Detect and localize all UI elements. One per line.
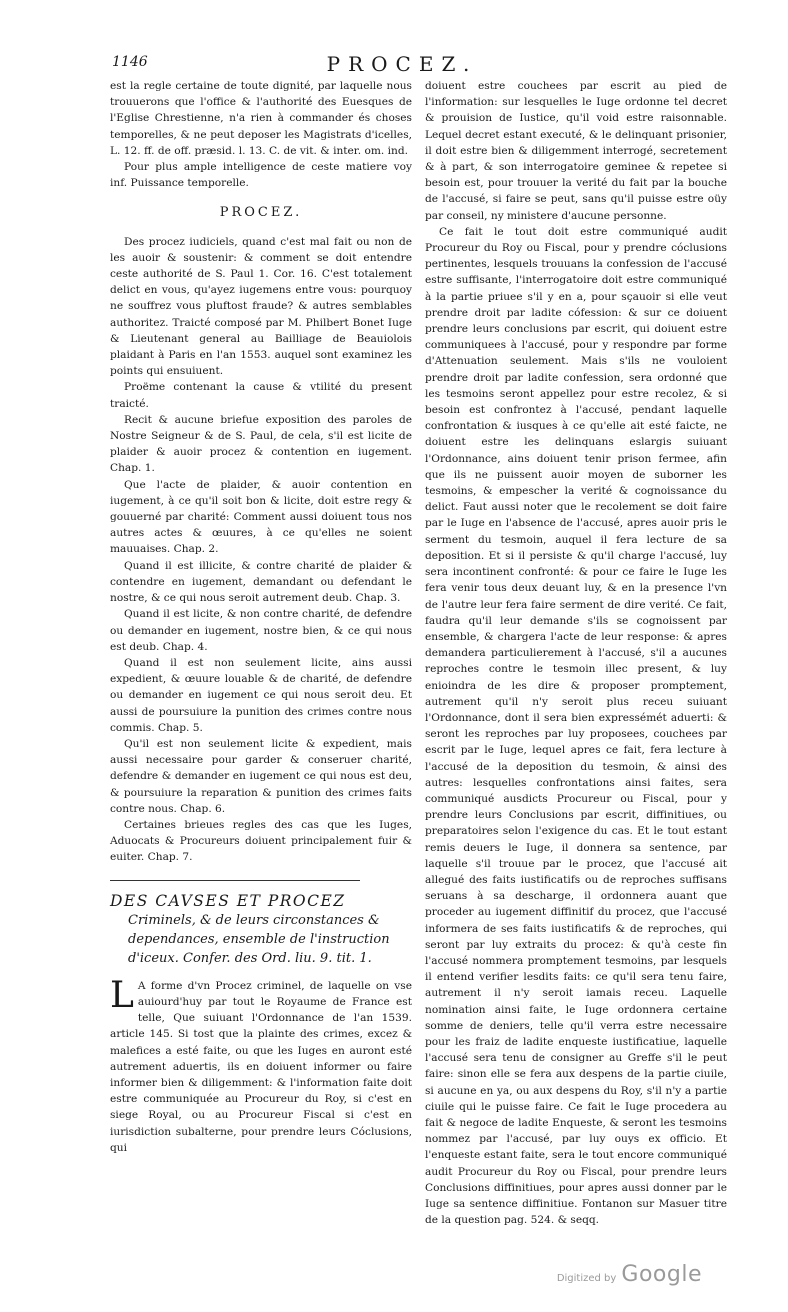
digitized-watermark <box>557 1262 702 1287</box>
page-number: 1146 <box>112 54 148 70</box>
left-column <box>110 78 412 1156</box>
digitized-label: Digitized by <box>556 1273 617 1284</box>
google-logo: Google <box>621 1262 702 1287</box>
paragraph: Quand il est illicite, & contre charité de plaider & contendre en iugement, demandant ou defendant le nostre, & ce qui nous seroit autrement deub. Chap. 3. <box>110 559 412 605</box>
drop-cap: L <box>110 974 134 1016</box>
paragraph: Des procez iudiciels, quand c'est mal fait ou non de les auoir & soustenir: & comment se doit entendre ceste authorité de S. Paul 1. Cor. 16. C'est totalement delict en vous, qu'ayez iugemens entre vous: pourquoy ne souffrez vous pluftost fraude? & autres semblables authoritez. Traicté composé par M. Philbert Bonet Iuge & Lieutenant general au Bailliage de Beauiolois plaidant à Paris en l'an 1553. auquel sont examinez les points qui ensuiuent. <box>110 235 412 378</box>
section-title: PROCEZ. <box>219 205 303 221</box>
page-header <box>112 52 692 78</box>
paragraph: doiuent estre couchees par escrit au pied de l'information: sur lesquelles le Iuge ordonne tel decret & prouision de Iustice, qu'il void estre raisonnable. Lequel decret estant executé, & le delinquant prisonier, il doit estre bien & diligemment interrogé, secretement & à part, & son interrogatoire geminee & repetee si besoin est, pour trouuer la verité du fait par la bouche de l'accusé, si faire se peut, sans qu'il puisse estre oüy par conseil, ny ministere d'aucune personne. <box>425 80 727 222</box>
chapter-heading: DES CAVSES ET PROCEZ <box>110 891 346 910</box>
paragraph: Quand il est licite, & non contre charité, de defendre ou demander en iugement, nostre bien, & ce qui nous est deub. Chap. 4. <box>110 608 412 653</box>
paragraph: Ce fait le tout doit estre communiqué audit Procureur du Roy ou Fiscal, pour y prendre cóclusions pertinentes, lesquels trouuans la confession de l'accusé estre suffisante, l'interrogatoire doit estre communiqué à la partie priuee s'il y en a, pour sçauoir si elle veut prendre droit par ladite cófession: & sur ce doiuent prendre leurs conclusions par escrit, qui doiuent estre communiquees à l'accusé, pour y respondre par forme d'Attenuation seulement. Mais s'ils ne vouloient prendre droit par ladite confession, sera ordonné que les tesmoins seront appellez pour estre recolez, & si besoin est confrontez à l'accusé, pendant laquelle confrontation & iusques à ce qu'elle ait esté faicte, ne doiuent estre les delinquans eslargis suiuant l'Ordonnance, ains doiuent tenir prison fermee, afin que ils ne puissent auoir moyen de suborner les tesmoins, & empescher la verité & cognoissance du delict. Faut aussi noter que le recolement se doit faire par le Iuge en l'absence de l'accusé, apres auoir pris le serment du tesmoin, auquel il fera lecture de sa deposition. Et si il persiste & qu'il charge l'accusé, luy sera incontinent confronté: & pour ce faire le Iuge les fera venir tous deux deuant luy, & en la presence l'vn de l'autre leur fera faire serment de dire verité. Ce fait, faudra qu'il leur demande s'ils se cognoissent par ensemble, & chargera l'acte de leur response: & apres demandera particulierement à l'accusé, s'il a aucunes reproches contre le tesmoin illec present, & luy enioindra de les dire & proposer promptement, autrement qu'il n'y seroit plus receu suiuant l'Ordonnance, dont il sera bien expressémét aduerti: & seront les reproches par luy proposees, couchees par escrit par le Iuge, lequel apres ce fait, fera lecture à l'accusé de la deposition du tesmoin, & ainsi des autres: lesquelles confrontations ainsi faites, sera communiqué ausdicts Procureur ou Fiscal, pour y prendre leurs Conclusions par escrit, diffinitiues, ou preparatoires selon l'exigence du cas. Et le tout estant remis deuers le Iuge, il donnera sa sentence, par laquelle s'il trouue par le procez, que l'accusé ait allegué des faits iustificatifs ou de reproches suffisans seruans à sa descharge, il ordonnera auant que proceder au iugement diffinitif du procez, que l'accusé informera de ses faits iustificatifs & de reproches, qui seront par luy extraits du procez: & qu'à ceste fin l'accusé nommera promptement tesmoins, par lesquels il entend verifier lesdits faits: ce qu'il sera tenu faire, autrement il n'y seroit iamais receu. Laquelle nomination ainsi faite, le Iuge ordonnera certaine somme de deniers, telle qu'il verra estre necessaire pour les fraiz de ladite enqueste iustificatiue, laquelle l'accusé sera tenu de consigner au Greffe s'il le peut faire: sinon elle se fera aux despens de la partie ciuile, si aucune en ya, ou aux despens du Roy, s'il n'y a partie ciuile qui le puisse faire. Ce fait le Iuge procedera au fait & negoce de ladite Enqueste, & seront les tesmoins nommez par l'accusé, par luy ouys ex officio. Et l'enqueste estant faite, sera le tout encore communiqué audit Procureur du Roy ou Fiscal, pour prendre leurs Conclusions diffinitiues, pour apres aussi donner par le Iuge sa sentence diffinitiue. Fontanon sur Masuer titre de la question pag. 524. & seqq. <box>425 225 727 1227</box>
paragraph: Certaines brieues regles des cas que les Iuges, Aduocats & Procureurs doiuent principalement fuir & euiter. Chap. 7. <box>110 818 412 864</box>
paragraph <box>110 974 412 1156</box>
paragraph: Qu'il est non seulement licite & expedient, mais aussi necessaire pour garder & conseruer charité, defendre & demander en iugement ce qui nous est deu, & poursuiure la reparation & punition des crimes faits contre nous. Chap. 6. <box>110 737 412 815</box>
paragraph: Quand il est non seulement licite, ains aussi expedient, & œuure louable & de charité, de defendre ou demander en iugement ce qui nous seroit deu. Et aussi de poursuiure la punition des crimes contre nous commis. Chap. 5. <box>110 656 412 734</box>
divider <box>110 880 360 881</box>
paragraph: Que l'acte de plaider, & auoir contention en iugement, à ce qu'il soit bon & licite, doit estre regy & gouuerné par charité: Comment aussi doiuent tous nos autres actes & œuures, à ce qu'elles ne soient mauuaises. Chap. 2. <box>110 478 412 556</box>
paragraph: Proëme contenant la cause & vtilité du present traicté. <box>110 381 412 410</box>
running-title: PROCEZ. <box>326 52 478 76</box>
paragraph: Recit & aucune briefue exposition des paroles de Nostre Seigneur & de S. Paul, de cela, s'il est licite de plaider & auoir procez & contention en iugement. Chap. 1. <box>110 413 412 475</box>
paragraph: Pour plus ample intelligence de ceste matiere voy inf. Puissance temporelle. <box>110 161 412 190</box>
right-column <box>425 78 727 1228</box>
paragraph-text: A forme d'vn Procez criminel, de laquelle on vse auiourd'huy par tout le Royaume de France est telle, Que suiuant l'Ordonnance de l'an 1539. article 145. Si tost que la plainte des crimes, excez & malefices a esté faite, ou que les Iuges en auront esté autrement aduertis, ils en doiuent informer ou faire informer bien & diligemment: & l'information faite doit estre communiquée au Procureur du Roy, si c'est en siege Royal, ou au Procureur Fiscal si c'est en iurisdiction subalterne, pour prendre leurs Cóclusions, qui <box>110 979 412 1154</box>
paragraph: est la regle certaine de toute dignité, par laquelle nous trouuerons que l'office & l'authorité des Euesques de l'Eglise Chrestienne, n'a rien à commander és choses temporelles, & ne peut deposer les Magistrats d'icelles, L. 12. ff. de off. præsid. l. 13. C. de vit. & inter. om. ind. <box>110 80 412 157</box>
chapter-subheading: Criminels, & de leurs circonstances & dependances, ensemble de l'instruction d'iceux. Confer. des Ord. liu. 9. tit. 1. <box>128 912 390 966</box>
